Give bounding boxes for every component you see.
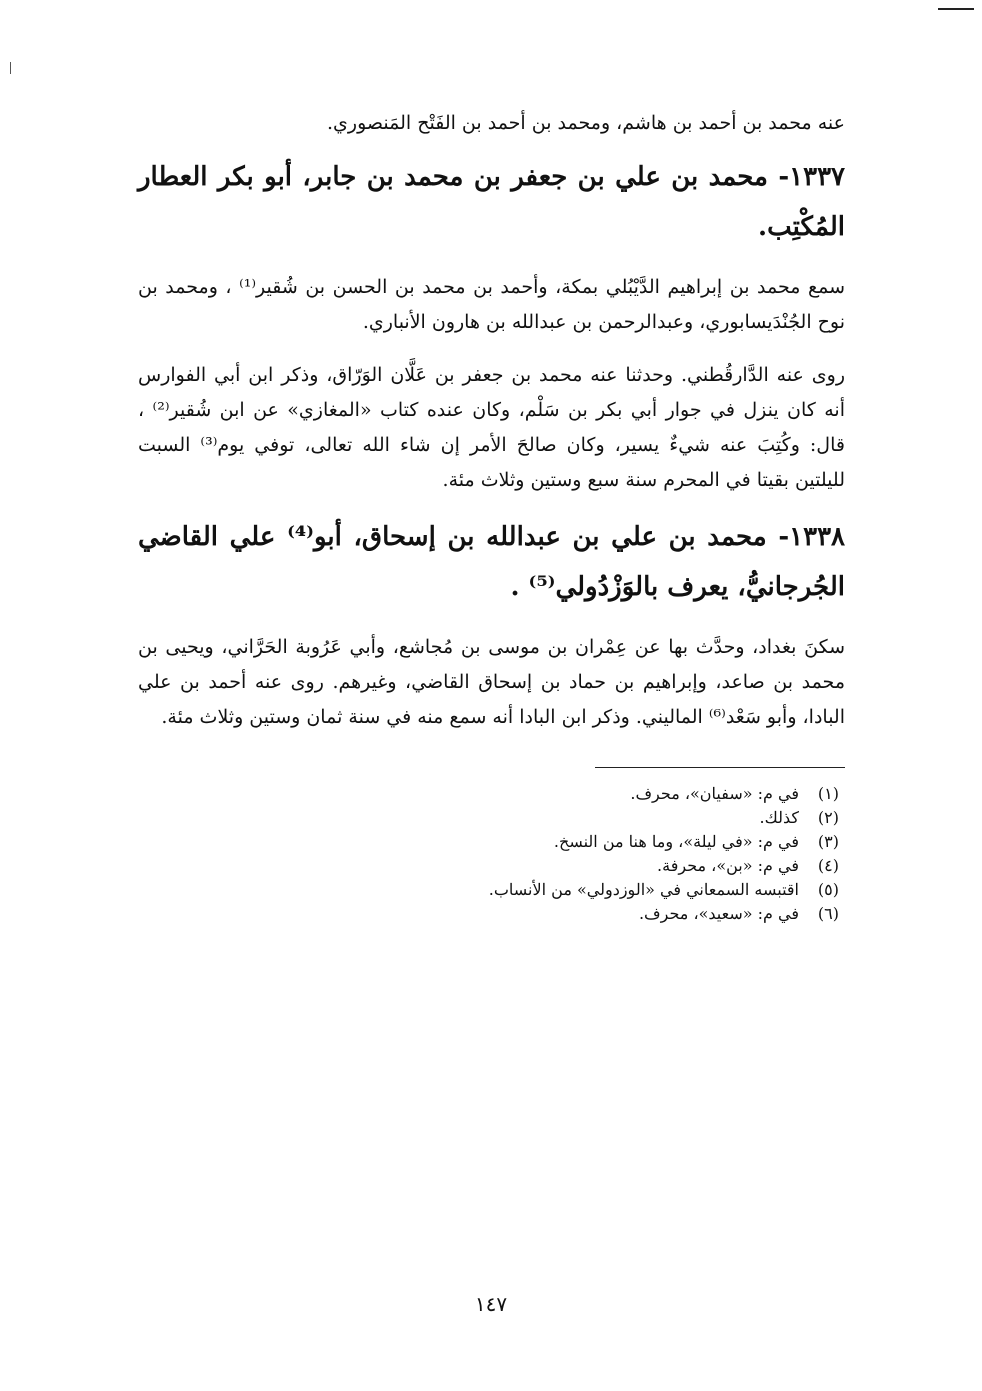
footnote-number: (٣) bbox=[817, 832, 839, 851]
entry-heading-1338: ١٣٣٨- محمد بن علي بن عبدالله بن إسحاق، أبو⁽⁴⁾ علي القاضي الجُرجانيُّ، يعرف بالوَزْدُولي⁽⁵⁾ . bbox=[138, 522, 845, 602]
footnote-text: في م: «سعيد»، محرف. bbox=[638, 904, 799, 923]
footnote-number: (٢) bbox=[817, 808, 839, 827]
footnote-text: في م: «في ليلة»، وما هنا من النسخ. bbox=[553, 832, 799, 851]
entry-1338-paragraph-1: سكنَ بغداد، وحدَّث بها عن عِمْران بن موسى بن مُجاشع، وأبي عَرُوبة الحَرَّاني، ويحيى بن محمد بن صاعد، وإبراهيم بن حماد بن إسحاق القاضي، وغيرهم. روى عنه أحمد بن علي البادا، وأبو سَعْد⁽⁶⁾ الماليني. وذكر ابن البادا أنه سمع منه في سنة ثمان وستين وثلاث مئة. bbox=[138, 636, 845, 728]
footnote-text: اقتبسه السمعاني في «الوزدولي» من الأنساب. bbox=[488, 880, 799, 899]
main-text bbox=[138, 108, 845, 926]
footnote bbox=[138, 782, 839, 806]
footnote-number: (١) bbox=[817, 784, 839, 803]
footnote bbox=[138, 854, 839, 878]
footnote bbox=[138, 878, 839, 902]
footnote-divider bbox=[595, 767, 845, 768]
footnotes-list bbox=[138, 782, 845, 926]
footnote-number: (٥) bbox=[817, 880, 839, 899]
footnote-text: في م: «سفيان»، محرف. bbox=[630, 784, 799, 803]
entry-1337-paragraph-1: سمع محمد بن إبراهيم الدَّيْبُلي بمكة، وأحمد بن محمد بن الحسن بن شُقير⁽¹⁾ ، ومحمد بن نوح الجُنْدَيسابوري، وعبدالرحمن بن عبدالله بن هارون الأنباري. bbox=[138, 276, 845, 333]
footnote-number: (٦) bbox=[817, 904, 839, 923]
corner-scan-mark bbox=[938, 8, 974, 10]
footnote bbox=[138, 806, 839, 830]
page-number: ١٤٧ bbox=[474, 1292, 508, 1316]
opening-line: عنه محمد بن أحمد بن هاشم، ومحمد بن أحمد بن الفَتْح المَنصوري. bbox=[327, 112, 845, 134]
footnote bbox=[138, 830, 839, 854]
footnote-text: كذلك. bbox=[759, 808, 799, 827]
footnote bbox=[138, 902, 839, 926]
margin-tick bbox=[10, 62, 11, 74]
entry-1337-paragraph-2: روى عنه الدَّارقُطني. وحدثنا عنه محمد بن جعفر بن عَلَّان الوَرّاق، وذكر ابن أبي الفوارس أنه كان ينزل في جوار أبي بكر بن سَلْم، وكان عنده كتاب «المغازي» عن ابن شُقير⁽²⁾ ، قال: وكُتِبَ عنه شيءٌ يسير، وكان صالحَ الأمر إن شاء الله تعالى، توفي يوم⁽³⁾ السبت لليلتين بقيتا في المحرم سنة سبع وستين وثلاث مئة. bbox=[138, 364, 845, 491]
footnote-number: (٤) bbox=[817, 856, 839, 875]
entry-heading-1337: ١٣٣٧- محمد بن علي بن جعفر بن محمد بن جابر، أبو بكر العطار المُكْتِب. bbox=[138, 162, 845, 242]
footnote-text: في م: «بن»، محرفة. bbox=[657, 856, 799, 875]
